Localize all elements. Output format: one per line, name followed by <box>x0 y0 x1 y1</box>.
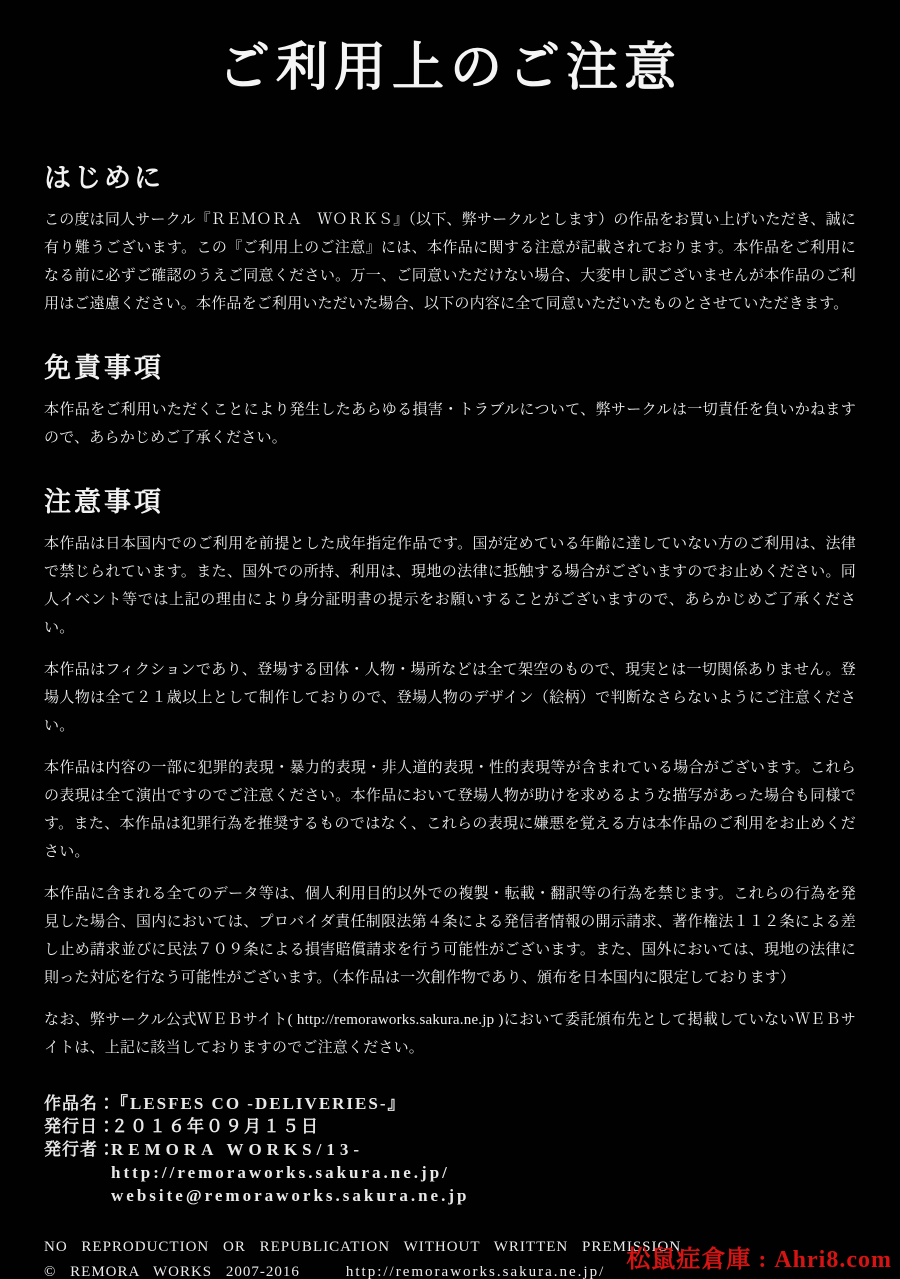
footer-url: http://remoraworks.sakura.ne.jp/ <box>345 1264 606 1279</box>
section-intro-heading: はじめに <box>44 163 164 193</box>
caution-paragraph-age-restriction: 本作品は日本国内でのご利用を前提とした成年指定作品です。国が定めている年齢に達していない方のご利用は、法律で禁じられています。また、国外での所持、利用は、現地の法律に抵触する場合がございますのでお止めください。同人イベント等では上記の理由により身分証明書の提示をお願いすることがございますので、あらかじめご了承ください。 <box>44 536 856 636</box>
page-title: ご利用上のご注意 <box>217 40 682 97</box>
colophon-row-date <box>44 1115 856 1138</box>
colophon-row-email <box>44 1184 856 1207</box>
colophon <box>44 1092 856 1207</box>
colophon-publisher-label: 発行者： <box>44 1140 116 1159</box>
section-disclaimer-paragraph: 本作品をご利用いただくことにより発生したあらゆる損害・トラブルについて、弊サークルは一切責任を負いかねますので、あらかじめご了承ください。 <box>44 402 856 446</box>
page-content <box>0 160 900 1279</box>
section-disclaimer-heading: 免責事項 <box>44 353 164 383</box>
caution-paragraph-website: なお、弊サークル公式ＷＥＢサイト( http://remoraworks.sakura.ne.jp )において委託頒布先として掲載していないＷＥＢサイトは、上記に該当しておりますのでご注意ください。 <box>44 1012 856 1056</box>
watermark <box>626 1246 892 1274</box>
colophon-date-value: ２０１６年０９月１５日 <box>111 1117 320 1136</box>
section-intro-paragraph: この度は同人サークル『ＲＥＭＯＲＡ ＷＯＲＫＳ』（以下、弊サークルとします）の作品をお買い上げいただき、誠に有り難うございます。この『ご利用上のご注意』には、本作品に関する注意が記載されております。本作品をご利用になる前に必ずご確認のうえご同意ください。万一、ご同意いただけない場合、大変申し訳ございませんが本作品のご利用はご遠慮ください。本作品をご利用いただいた場合、以下の内容に全て同意いただいたものとさせていただきます。 <box>44 212 856 312</box>
caution-paragraph-expressions: 本作品は内容の一部に犯罪的表現・暴力的表現・非人道的表現・性的表現等が含まれている場合がございます。これらの表現は全て演出ですのでご注意ください。本作品において登場人物が助けを求めるような描写があった場合も同様です。また、本作品は犯罪行為を推奨するものではなく、これらの表現に嫌悪を覚える方は本作品のご利用をお止めください。 <box>44 760 856 860</box>
colophon-website-value: http://remoraworks.sakura.ne.jp/ <box>111 1163 450 1182</box>
section-cautions-heading: 注意事項 <box>44 487 164 517</box>
colophon-row-website <box>44 1161 856 1184</box>
watermark-text: 松鼠症倉庫 : Ahri8.com <box>626 1247 892 1273</box>
colophon-date-label: 発行日： <box>44 1117 116 1136</box>
footer-notice-line: NO REPRODUCTION OR REPUBLICATION WITHOUT WRITTEN PREMISSION. <box>44 1239 686 1255</box>
colophon-email-value: website@remoraworks.sakura.ne.jp <box>111 1186 470 1205</box>
section-disclaimer <box>44 350 856 452</box>
section-cautions <box>44 484 856 1062</box>
colophon-row-title <box>44 1092 856 1115</box>
colophon-title-value: 『LESFES CO -DELIVERIES-』 <box>111 1094 407 1113</box>
footer-copyright: © REMORA WORKS 2007-2016 <box>44 1264 300 1279</box>
caution-paragraph-fiction: 本作品はフィクションであり、登場する団体・人物・場所などは全て架空のもので、現実とは一切関係ありません。登場人物は全て２１歳以上として制作しておりので、登場人物のデザイン（絵柄）で判断なさらないようにご注意ください。 <box>44 662 856 734</box>
section-intro <box>44 160 856 318</box>
colophon-row-publisher <box>44 1138 856 1161</box>
caution-paragraph-copyright: 本作品に含まれる全てのデータ等は、個人利用目的以外での複製・転載・翻訳等の行為を禁じます。これらの行為を発見した場合、国内においては、プロバイダ責任制限法第４条による発信者情報の開示請求、著作権法１１２条による差し止め請求並びに民法７０９条による損害賠償請求を行う可能性がございます。また、国外においては、現地の法律に則った対応を行なう可能性がございます。（本作品は一次創作物であり、頒布を日本国内に限定しております） <box>44 886 856 986</box>
colophon-publisher-value: REMORA WORKS/13- <box>111 1140 365 1159</box>
colophon-title-label: 作品名： <box>44 1094 116 1113</box>
